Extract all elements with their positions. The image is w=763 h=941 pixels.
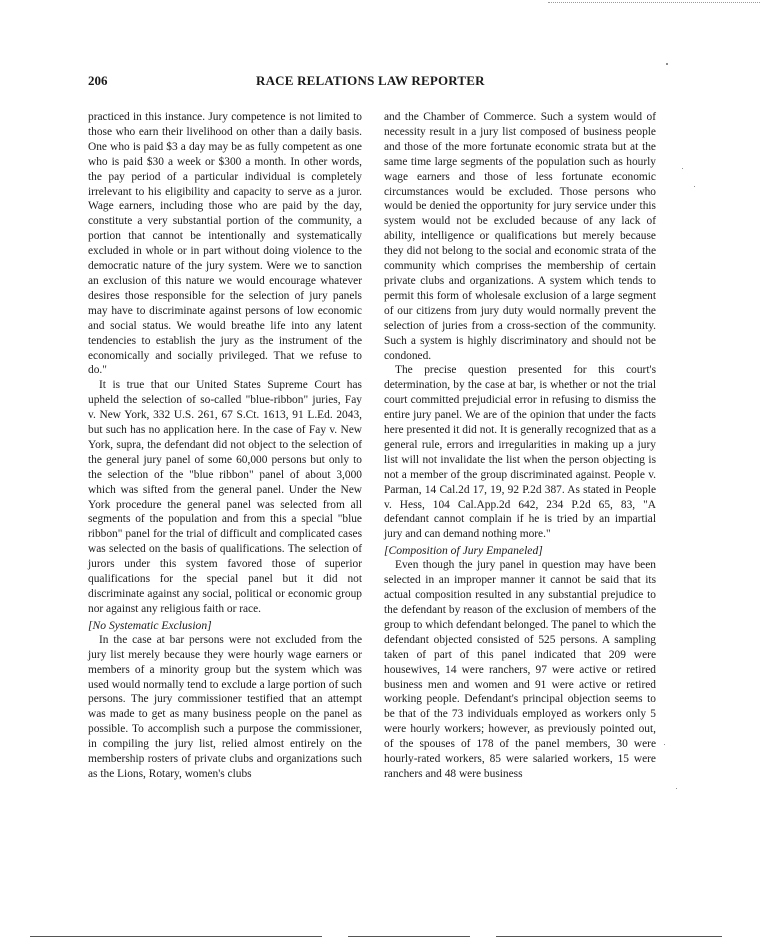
bottom-rule-right xyxy=(496,936,722,937)
left-paragraph-2: It is true that our United States Supreme Court has upheld the selection of so-called "blue-ribbon" juries, Fay v. New York, 332 U.S. 261, 67 S.Ct. 1613, 91 L.Ed. 2043, but such has no application here. In the case of Fay v. New York, supra, the defendant did not object to the selection of the general jury panel of some 60,000 persons but only to the selection of the "blue ribbon" panel of about 3,000 which was sifted from the general panel. Under the New York procedure the general panel was selected from all segments of the population and from this a special "blue ribbon" panel for the trial of difficult and complicated cases was selected on the basis of qualifications. The selection of jurors under this system favored those of superior qualifications for the special panel but it did not discriminate against any social, political or economic group nor against any religious faith or race. xyxy=(88,379,362,615)
scan-mark xyxy=(676,788,677,789)
scan-mark xyxy=(664,744,665,745)
right-column xyxy=(384,110,656,782)
scan-mark xyxy=(682,168,683,169)
page-number: 206 xyxy=(88,73,108,88)
left-paragraph-1: practiced in this instance. Jury competence is not limited to those who earn their livelihood on other than a daily basis. One who is paid $3 a day may be as fully competent as one who is paid $30 a week or $300 a month. In other words, the pay period of a particular individual is completely irrelevant to his eligibility and capacity to serve as a juror. Wage earners, including those who are paid by the day, constitute a very substantial portion of the community, a portion that cannot be intentionally and systematically excluded in whole or in part without doing violence to the democratic nature of the jury system. Were we to sanction an exclusion of this nature we would encourage whatever desires those responsible for the selection of jury panels may have to discriminate against persons of low economic and social status. We would breathe life into any latent tendencies to establish the jury as the instrument of the economically and socially privileged. That we refuse to do." xyxy=(88,111,362,377)
right-paragraph-2: The precise question presented for this court's determination, by the case at bar, is whether or not the trial court committed prejudicial error in refusing to dismiss the entire jury panel. We are of the opinion that under the facts here presented it did not. It is generally recognized that as a general rule, errors and irregularities in making up a jury list will not invalidate the list when the person objecting is not a member of the group discriminated against. People v. Parman, 14 Cal.2d 17, 19, 92 P.2d 387. As stated in People v. Hess, 104 Cal.App.2d 642, 234 P.2d 65, 83, "A defendant cannot complain if he is tried by an impartial jury and can demand nothing more." xyxy=(384,364,656,541)
top-dotted-border xyxy=(548,2,760,3)
page-header xyxy=(88,73,664,89)
running-head: RACE RELATIONS LAW REPORTER xyxy=(256,73,485,88)
section-heading-composition-of-jury: [Composition of Jury Empaneled] xyxy=(384,544,543,558)
left-column xyxy=(88,110,362,782)
right-paragraph-1: and the Chamber of Commerce. Such a system would of necessity result in a jury list composed of business people and those of the more fortunate economic strata but at the same time large segments of the population such as hourly wage earners and those of less fortunate economic circumstances would be excluded. Those persons who would be denied the opportunity for jury service under this system would not be excluded because of any lack of ability, intelligence or qualifications but merely because they did not belong to the social and economic strata of the community which comprises the membership of certain private clubs and organizations. A system which tends to permit this form of wholesale exclusion of a large segment of our citizens from jury duty would normally prevent the selection of juries from a cross-section of the community. Such a system is highly discriminatory and should not be condoned. xyxy=(384,111,656,362)
bottom-rule-left xyxy=(30,936,322,937)
scan-mark xyxy=(666,63,668,65)
right-paragraph-3: Even though the jury panel in question may have been selected in an improper manner it cannot be said that its actual composition resulted in any substantial prejudice to the defendant by reason of the exclusion of members of the group to which defendant belonged. The panel to which the defendant objected consisted of 525 persons. A sampling taken of part of this panel indicated that 209 were housewives, 14 were ranchers, 97 were active or retired business men and women and 91 were active or retired working people. Defendant's principal objection seems to be that of the 73 individuals employed as workers only 5 were hourly workers; however, as previously pointed out, of the spouses of 178 of the panel members, 30 were hourly-rated workers, 85 were salaried workers, 15 were ranchers and 48 were business xyxy=(384,559,656,780)
bottom-rule-center xyxy=(348,936,470,937)
section-heading-no-systematic-exclusion: [No Systematic Exclusion] xyxy=(88,618,212,632)
scan-mark xyxy=(694,186,695,187)
left-paragraph-3: In the case at bar persons were not excluded from the jury list merely because they were hourly wage earners or members of a minority group but the system which was used would normally tend to exclude a large portion of such persons. The jury commissioner testified that an attempt was made to get as many business people on the panel as possible. To accomplish such a purpose the commissioner, in compiling the jury list, relied almost entirely on the membership rosters of private clubs and organizations such as the Lions, Rotary, women's clubs xyxy=(88,633,362,780)
